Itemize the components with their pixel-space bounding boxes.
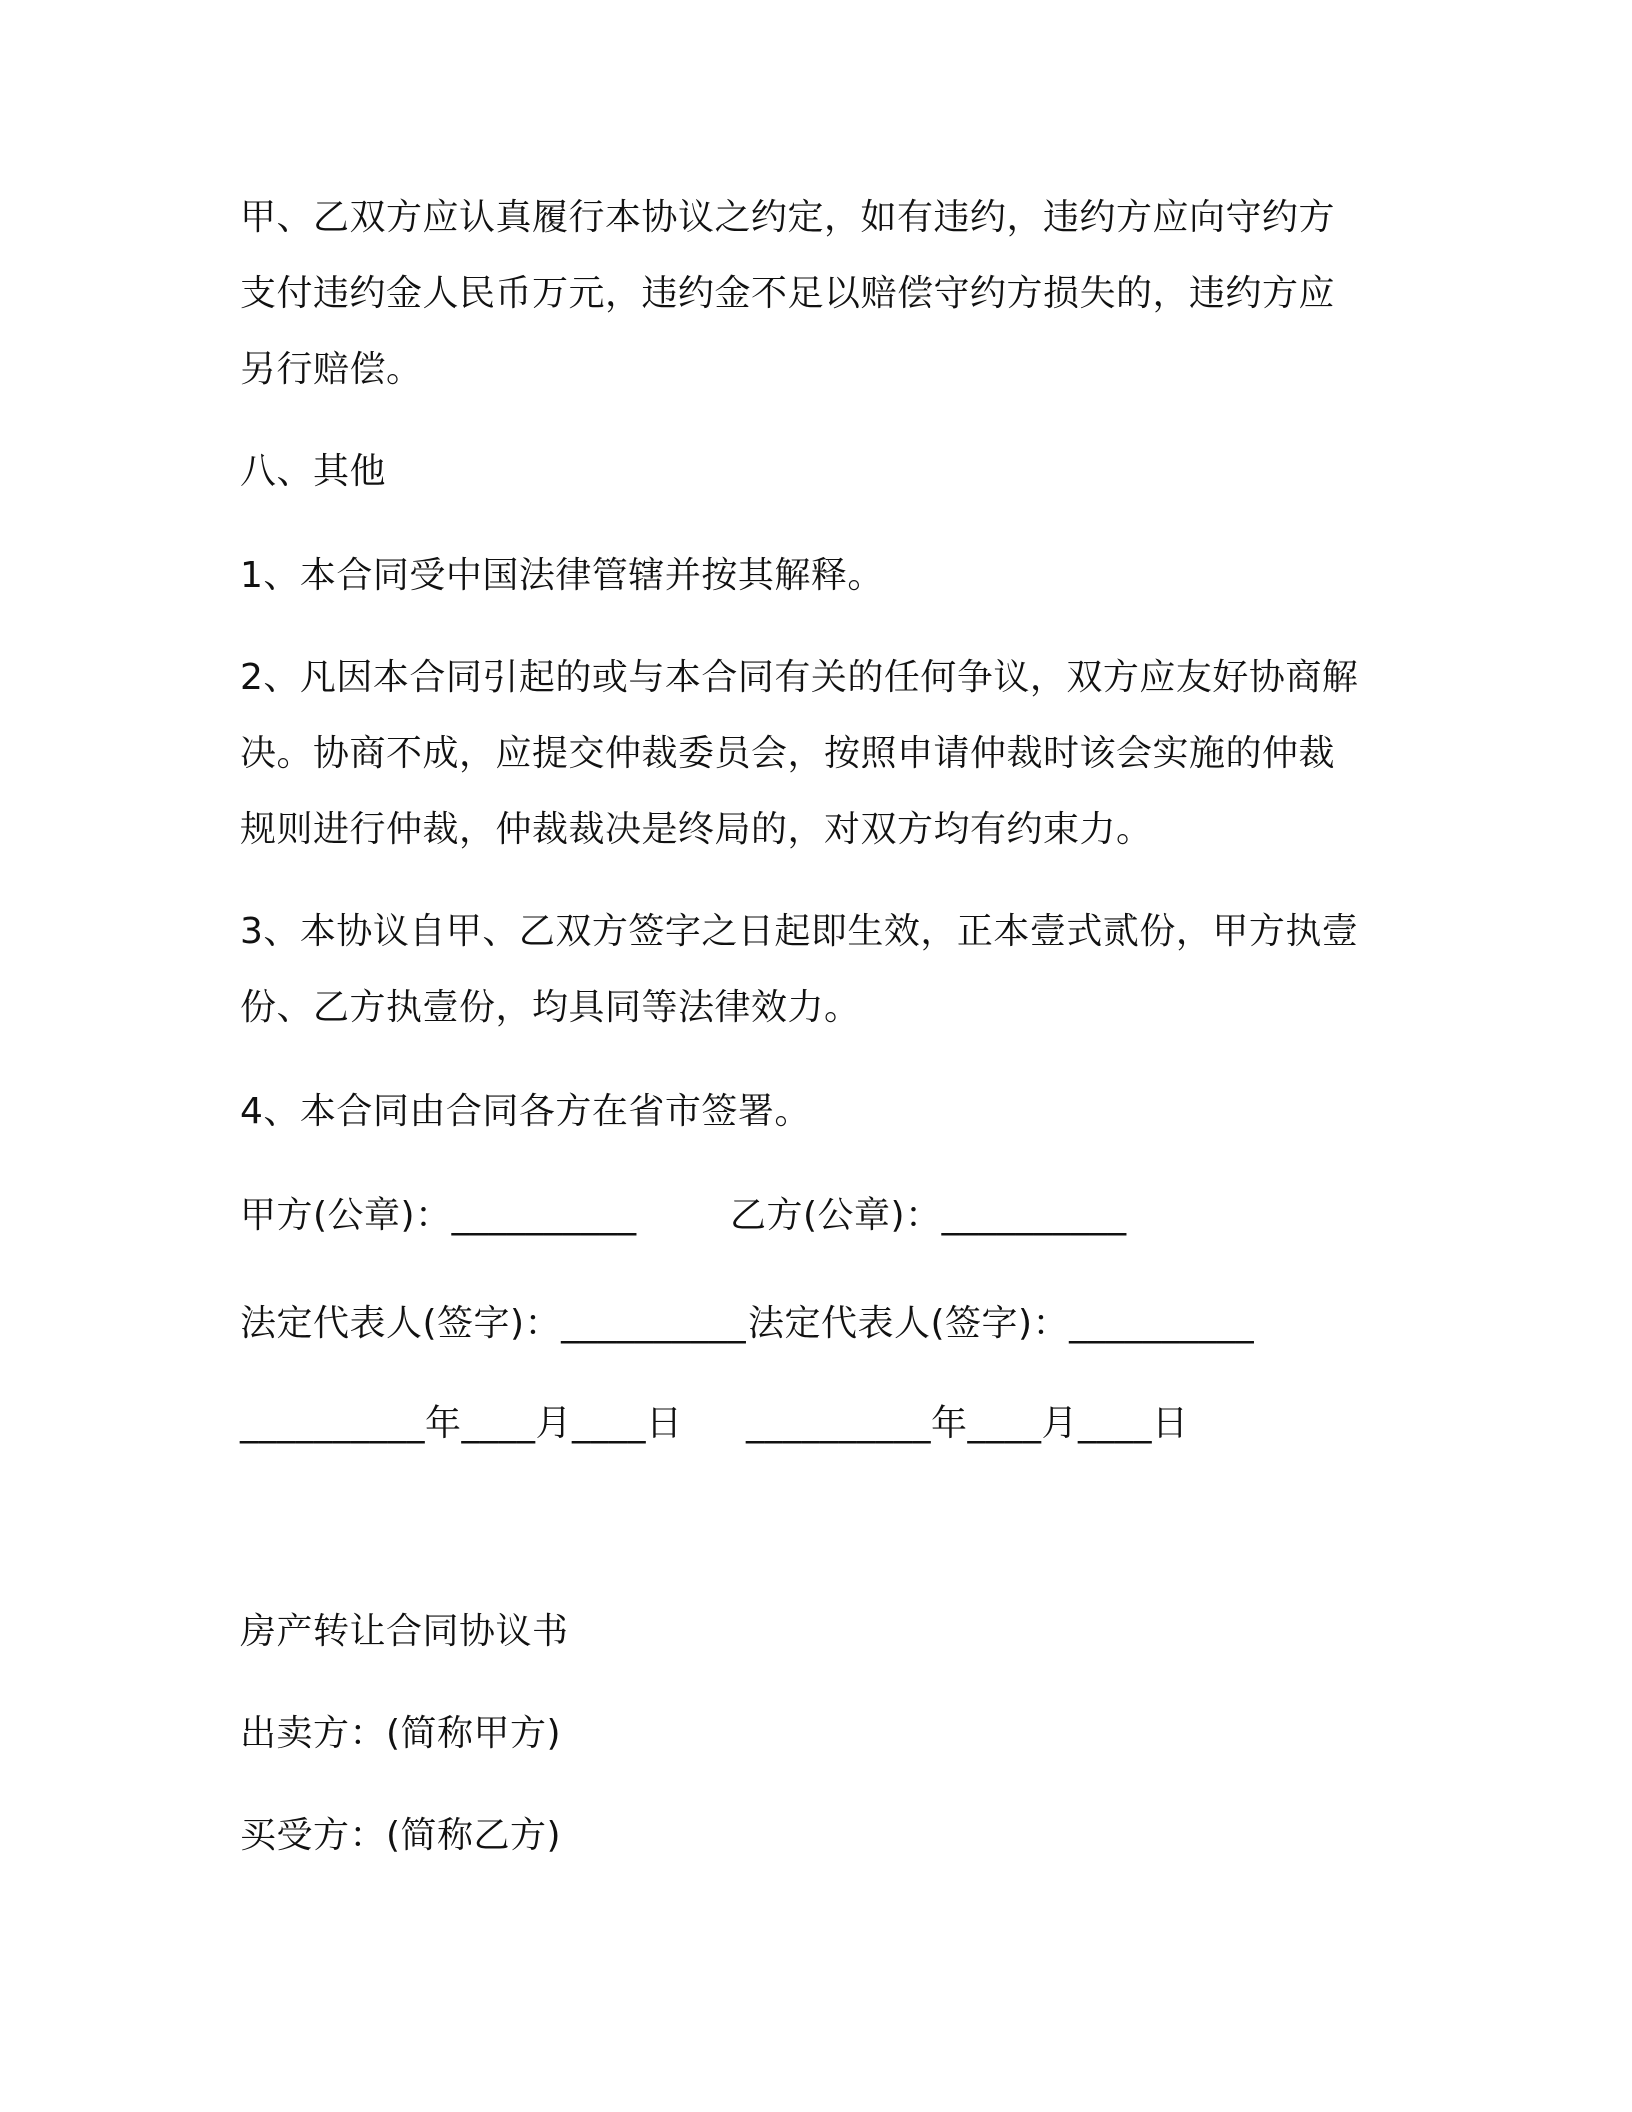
breach-clause-line-3: 另行赔偿。 <box>240 349 423 390</box>
legal-rep-a: 法定代表人(签字)：__________ <box>240 1303 747 1344</box>
second-contract-title: 房产转让合同协议书 <box>240 1611 569 1652</box>
item-3-line-2: 份、乙方执壹份，均具同等法律效力。 <box>240 987 861 1028</box>
section-heading: 八、其他 <box>240 451 387 492</box>
seller-line: 出卖方：(简称甲方) <box>240 1713 562 1754</box>
item-2-line-1: 2、凡因本合同引起的或与本合同有关的任何争议，双方应友好协商解 <box>240 657 1359 698</box>
item-3-line-1: 3、本协议自甲、乙双方签字之日起即生效，正本壹式贰份，甲方执壹 <box>240 911 1359 952</box>
breach-clause-line-2: 支付违约金人民币万元，违约金不足以赔偿守约方损失的，违约方应 <box>240 273 1336 314</box>
breach-clause-line-1: 甲、乙双方应认真履行本协议之约定，如有违约，违约方应向守约方 <box>240 197 1336 238</box>
date-a: __________年____月____日 <box>240 1403 683 1444</box>
buyer-line: 买受方：(简称乙方) <box>240 1815 562 1856</box>
item-2-line-3: 规则进行仲裁，仲裁裁决是终局的，对双方均有约束力。 <box>240 809 1153 850</box>
legal-rep-b: 法定代表人(签字)：__________ <box>748 1303 1255 1344</box>
party-a-seal: 甲方(公章)：__________ <box>240 1195 637 1236</box>
item-1: 1、本合同受中国法律管辖并按其解释。 <box>240 555 884 596</box>
item-4: 4、本合同由合同各方在省市签署。 <box>240 1091 811 1132</box>
party-b-seal: 乙方(公章)：__________ <box>730 1195 1127 1236</box>
date-b: __________年____月____日 <box>746 1403 1189 1444</box>
item-2-line-2: 决。协商不成，应提交仲裁委员会，按照申请仲裁时该会实施的仲裁 <box>240 733 1336 774</box>
